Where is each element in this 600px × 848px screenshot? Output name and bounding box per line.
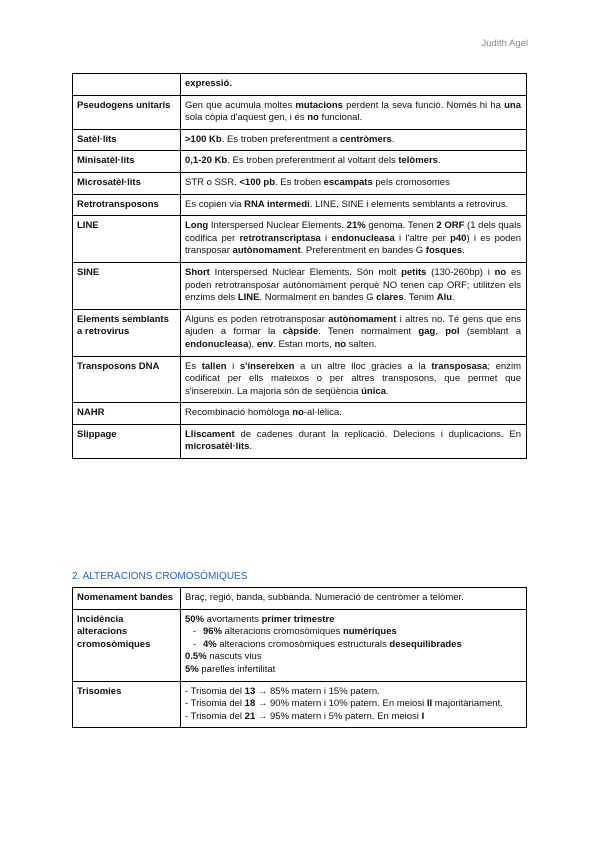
text: → 90% matern i 10% patern. En meiosi <box>255 698 427 710</box>
bold-text: fosques <box>425 245 463 257</box>
term-cell: SINE <box>73 262 181 309</box>
text: . Es troben <box>275 176 324 188</box>
text: i altres no. Té gens que ens ajuden a formar la <box>185 313 521 338</box>
term-cell: Minisatèl·lits <box>73 151 181 173</box>
bold-text: autònomament <box>232 245 301 257</box>
text: Alguns es poden retrotransposar <box>185 313 329 325</box>
text: -al·lèlica. <box>303 407 342 419</box>
text: . Tenen normalment <box>318 326 419 338</box>
description-cell <box>181 129 527 151</box>
bold-text: centròmers <box>340 133 392 145</box>
bold-text: Short <box>185 266 210 278</box>
text-line <box>185 711 521 724</box>
table-row <box>73 74 527 96</box>
bold-text: 13 <box>244 685 256 697</box>
text: i <box>320 232 332 244</box>
bold-text: microsatèl·lits <box>185 441 250 453</box>
description-cell <box>181 151 527 173</box>
bold-text: endonucleasa <box>185 338 249 350</box>
table-row <box>73 151 527 173</box>
description-cell <box>181 95 527 129</box>
table-row <box>73 356 527 403</box>
bold-text: 0,1-20 Kb <box>185 155 228 167</box>
bold-text: 0.5% <box>185 651 207 663</box>
description-cell <box>181 216 527 263</box>
description-cell <box>181 74 527 96</box>
table-row <box>73 309 527 356</box>
bold-text: expressió. <box>185 78 232 89</box>
term-cell: Pseudogens unitaris <box>73 95 181 129</box>
table-row <box>73 681 527 728</box>
bold-text: endonucleasa <box>331 232 395 244</box>
term-cell: Slippage <box>73 424 181 458</box>
bold-text: 5% <box>185 663 199 675</box>
text: alteracions cromosòmiques estructurals <box>216 638 390 650</box>
text: de cadenes durant la replicació. Delecions i duplicacions. En <box>234 428 521 440</box>
table-row <box>73 262 527 309</box>
text: i l'altre per <box>394 232 451 244</box>
term-cell <box>73 74 181 96</box>
table-row <box>73 194 527 216</box>
text: ; enzim codificat per ells mateixos o per altres transposons, que permet que s'insereixin. La majoria són de seqüència <box>185 360 521 397</box>
bold-text: tallen <box>201 360 227 372</box>
text: . Normalment en bandes G <box>259 292 377 304</box>
term-cell: LINE <box>73 216 181 263</box>
bold-text: gag <box>418 326 436 338</box>
description-cell <box>181 356 527 403</box>
description-cell <box>181 262 527 309</box>
table-row <box>73 129 527 151</box>
term-cell: Microsatèl·lits <box>73 172 181 194</box>
text: . Tenim <box>403 292 437 304</box>
bold-text: 21 <box>244 710 256 722</box>
list-item <box>185 639 521 652</box>
text: ), <box>248 338 257 350</box>
bold-text: escampats <box>323 176 373 188</box>
table-row <box>73 403 527 425</box>
table-row <box>73 588 527 610</box>
term-cell: Elements semblants a retrovirus <box>73 309 181 356</box>
text: salten. <box>346 338 377 350</box>
text: - Trisomia del <box>185 698 245 710</box>
table-row <box>73 216 527 263</box>
text-line <box>185 614 521 627</box>
description-cell <box>181 588 527 610</box>
bold-text: retrotranscriptasa <box>239 232 321 244</box>
description-cell <box>181 681 527 728</box>
term-cell: Satèl·lits <box>73 129 181 151</box>
bold-text: 4% <box>203 638 217 650</box>
bold-text: pol <box>445 326 460 338</box>
text: . <box>385 385 389 397</box>
section-title: 2. ALTERACIONS CROMOSÒMIQUES <box>72 571 248 582</box>
bold-text: 18 <box>244 698 256 710</box>
text-line <box>185 698 521 711</box>
description-cell <box>181 194 527 216</box>
bold-text: 96% <box>203 626 223 638</box>
text: → 95% matern i 5% patern. En meiosi <box>255 710 422 722</box>
text: . <box>249 441 253 453</box>
bold-text: Alu <box>436 292 453 304</box>
genome-elements-table <box>72 73 527 459</box>
text-line <box>185 592 521 605</box>
term-cell: NAHR <box>73 403 181 425</box>
text: Recombinació homòloga <box>185 407 293 419</box>
bold-text: transposasa <box>431 360 488 372</box>
text: perdent la seva funció. Només hi ha <box>342 99 505 111</box>
text: . <box>391 133 395 145</box>
bold-text: II <box>426 698 433 710</box>
text: . Preferentment en bandes G <box>300 245 426 257</box>
description-cell <box>181 609 527 681</box>
text: a un altre lloc gràcies a la <box>294 360 432 372</box>
description-cell <box>181 403 527 425</box>
text: . LINE, SINE i elements semblants a retrovirus. <box>309 198 509 210</box>
text: ) i es poden transposar <box>185 232 521 257</box>
text: Braç, regió, banda, subbanda. Numeració de centròmer a telòmer. <box>185 592 464 603</box>
bold-text: 2 ORF <box>436 220 465 232</box>
text: . Estan morts, <box>273 338 335 350</box>
text: . Es troben preferentment al voltant dels <box>227 155 399 167</box>
bold-text: RNA intermedi <box>244 198 310 210</box>
text: funcional. <box>318 112 363 124</box>
text: nascuts vius <box>206 651 262 663</box>
description-cell <box>181 309 527 356</box>
bold-text: 21% <box>346 220 366 232</box>
bold-text: primer trimestre <box>261 613 335 625</box>
text: i <box>226 360 240 372</box>
bold-text: una <box>504 99 521 111</box>
term-cell: Nomenament bandes <box>73 588 181 610</box>
text-line <box>185 651 521 664</box>
description-cell <box>181 424 527 458</box>
author-name: Judith Agel <box>481 38 528 49</box>
table-row <box>73 424 527 458</box>
bold-text: càpside <box>282 326 319 338</box>
bold-text: p40 <box>450 232 467 244</box>
bold-text: env <box>256 338 274 350</box>
description-cell <box>181 172 527 194</box>
bold-text: <100 pb <box>239 176 276 188</box>
text: genoma. Tenen <box>365 220 437 232</box>
list-item <box>185 626 521 639</box>
bold-text: no <box>494 266 507 278</box>
text: . Es troben preferentment a <box>221 133 340 145</box>
term-cell: Transposons DNA <box>73 356 181 403</box>
bold-text: no <box>334 338 347 350</box>
text: . <box>462 245 465 257</box>
text: parelles infertilitat <box>198 663 276 675</box>
text: majoritàriament. <box>432 698 503 710</box>
chromosome-alterations-table <box>72 587 527 728</box>
bold-text: 50% <box>185 613 205 625</box>
text: Interspersed Nuclear Elements. Són molt <box>209 266 402 278</box>
text: . <box>452 292 455 304</box>
bold-text: I <box>421 710 425 722</box>
term-cell: Retrotransposons <box>73 194 181 216</box>
text: → 85% matern i 15% patern. <box>255 685 380 697</box>
text: Es copien via <box>185 198 245 210</box>
bold-text: LINE <box>237 292 260 304</box>
text: alteracions cromosòmiques <box>222 626 343 638</box>
bold-text: s'insereixen <box>239 360 295 372</box>
text: (semblant a <box>459 326 521 338</box>
term-cell: Trisomies <box>73 681 181 728</box>
bold-text: autònomament <box>328 313 397 325</box>
table-row <box>73 609 527 681</box>
text: - Trisomia del <box>185 685 245 697</box>
bold-text: no <box>307 112 319 124</box>
bold-text: >100 Kb <box>185 133 222 145</box>
bold-text: clares <box>376 292 404 304</box>
text: . <box>437 155 441 167</box>
table-row <box>73 172 527 194</box>
bold-text: petits <box>401 266 427 278</box>
text: pels cromosomes <box>372 176 450 188</box>
text: STR o SSR. <box>185 176 240 188</box>
bold-text: mutacions <box>295 99 343 111</box>
text: Es <box>185 360 202 372</box>
text: sola còpia d'aquest gen, i és <box>185 112 308 124</box>
text: Interspersed Nuclear Elements. <box>208 220 347 232</box>
text-line <box>185 686 521 699</box>
table-row <box>73 95 527 129</box>
text: - Trisomia del <box>185 710 245 722</box>
bold-text: numèriques <box>342 626 397 638</box>
bold-text: no <box>292 407 304 419</box>
bold-text: desequilibrades <box>389 638 462 650</box>
bold-text: Lliscament <box>185 428 235 440</box>
bold-text: telòmers <box>398 155 438 167</box>
text: es poden retrotransposar autònomament perquè NO tenen cap ORF; utilitzen els enzims dels <box>185 266 521 304</box>
text: avortaments <box>204 613 262 625</box>
text: (130-260bp) i <box>426 266 495 278</box>
text: , <box>435 326 446 338</box>
bold-text: única <box>361 385 386 397</box>
term-cell: Incidència alteracions cromosòmiques <box>73 609 181 681</box>
text-line <box>185 664 521 677</box>
text: Gen que acumula moltes <box>185 99 296 111</box>
text: (1 dels quals codifica per <box>185 220 521 244</box>
bold-text: Long <box>185 220 209 232</box>
